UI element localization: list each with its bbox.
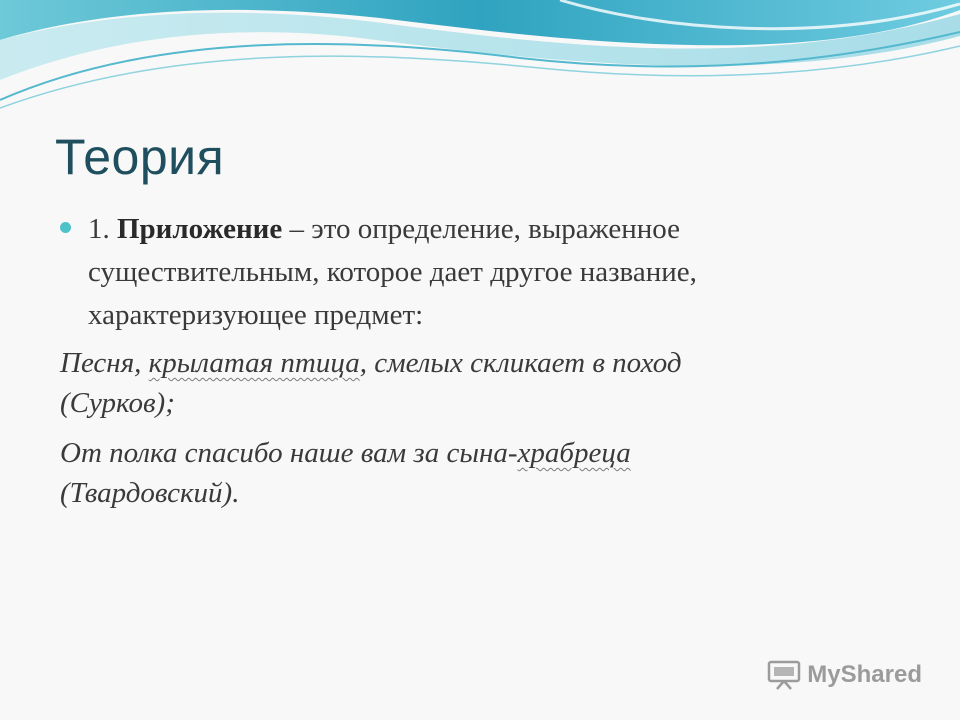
term-bold: Приложение bbox=[117, 213, 283, 245]
wave-header-decoration bbox=[0, 0, 960, 130]
example-sentence-1 bbox=[60, 343, 920, 423]
example2-before: От полка спасибо наше вам за сына- bbox=[60, 437, 518, 469]
example1-before: Песня, bbox=[60, 347, 149, 379]
bullet-dot-icon bbox=[60, 222, 71, 233]
myshared-logo bbox=[767, 660, 922, 690]
dash: – bbox=[289, 213, 304, 245]
definition-line2: существительным, которое дает другое название, bbox=[88, 256, 697, 288]
slide-title: Теория bbox=[55, 129, 225, 185]
bullet-text bbox=[88, 208, 920, 337]
example1-author: (Сурков); bbox=[60, 387, 175, 419]
presentation-board-icon bbox=[767, 660, 801, 690]
example2-author: (Твардовский). bbox=[60, 477, 240, 509]
definition-line3: характеризующее предмет: bbox=[88, 299, 424, 331]
definition-line1: это определение, выраженное bbox=[311, 213, 680, 245]
logo-text: MyShared bbox=[807, 661, 922, 688]
bullet-item bbox=[60, 208, 920, 337]
example-sentence-2 bbox=[60, 433, 920, 513]
example1-after: , смелых скликает в поход bbox=[359, 347, 682, 379]
example1-apposition: крылатая птица bbox=[148, 347, 360, 379]
example2-apposition: храбреца bbox=[517, 437, 631, 469]
bullet-number: 1. bbox=[88, 213, 110, 245]
